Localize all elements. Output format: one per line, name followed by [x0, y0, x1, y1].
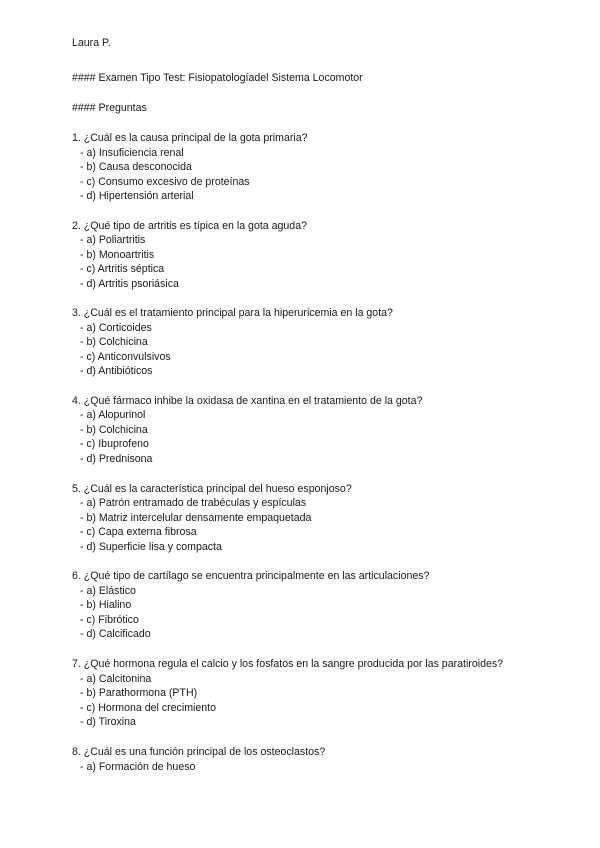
question-1-option-a: - a) Insuficiencia renal — [80, 147, 184, 159]
question-3-option-a: - a) Corticoides — [80, 322, 152, 334]
question-7-option-d: - d) Tiroxina — [80, 716, 136, 728]
question-7-option-b: - b) Parathormona (PTH) — [80, 687, 198, 699]
question-2-option-d: - d) Artritis psoriásica — [80, 278, 179, 290]
question-7-option-c: - c) Hormona del crecimiento — [80, 702, 216, 714]
question-7: 7. ¿Qué hormona regula el calcio y los fosfatos en la sangre producida por las paratiroides? — [72, 658, 504, 670]
question-1-option-b: - b) Causa desconocida — [80, 161, 192, 173]
question-5: 5. ¿Cuál es la característica principal del hueso esponjoso? — [72, 483, 352, 495]
question-3-option-b: - b) Colchicina — [80, 336, 148, 348]
question-4-option-a: - a) Alopurinol — [80, 409, 146, 421]
question-1: 1. ¿Cuál es la causa principal de la gota primaria? — [72, 132, 308, 144]
question-4-option-d: - d) Prednisona — [80, 453, 153, 465]
question-5-option-a: - a) Patrón entramado de trabéculas y espículas — [80, 497, 307, 509]
question-2-option-a: - a) Poliartritis — [80, 234, 146, 246]
question-5-option-b: - b) Matriz intercelular densamente empaquetada — [80, 512, 312, 524]
section-heading: #### Preguntas — [72, 102, 147, 114]
question-7-option-a: - a) Calcitonina — [80, 673, 152, 685]
question-4-option-b: - b) Colchicina — [80, 424, 148, 436]
question-6: 6. ¿Qué tipo de cartílago se encuentra principalmente en las articulaciones? — [72, 570, 430, 582]
document-title: #### Examen Tipo Test: Fisiopatologíadel Sistema Locomotor — [72, 72, 363, 84]
question-5-option-c: - c) Capa externa fibrosa — [80, 526, 197, 538]
question-2: 2. ¿Qué tipo de artritis es típica en la gota aguda? — [72, 220, 307, 232]
question-2-option-c: - c) Artritis séptica — [80, 263, 165, 275]
question-3-option-d: - d) Antibióticos — [80, 365, 153, 377]
question-4: 4. ¿Qué fármaco inhibe la oxidasa de xantina en el tratamiento de la gota? — [72, 395, 423, 407]
question-1-option-c: - c) Consumo excesivo de proteínas — [80, 176, 250, 188]
question-3: 3. ¿Cuál es el tratamiento principal para la hiperuricemia en la gota? — [72, 307, 393, 319]
question-8-option-a: - a) Formación de hueso — [80, 761, 196, 773]
question-3-option-c: - c) Anticonvulsivos — [80, 351, 171, 363]
question-1-option-d: - d) Hipertensión arterial — [80, 190, 194, 202]
question-4-option-c: - c) Ibuprofeno — [80, 438, 149, 450]
question-2-option-b: - b) Monoartritis — [80, 249, 155, 261]
question-6-option-c: - c) Fibrótico — [80, 614, 139, 626]
question-8: 8. ¿Cuál es una función principal de los osteoclastos? — [72, 746, 326, 758]
question-6-option-a: - a) Elástico — [80, 585, 136, 597]
author-name: Laura P. — [72, 37, 111, 49]
question-6-option-b: - b) Hialino — [80, 599, 132, 611]
question-5-option-d: - d) Superficie lisa y compacta — [80, 541, 222, 553]
question-6-option-d: - d) Calcificado — [80, 628, 151, 640]
